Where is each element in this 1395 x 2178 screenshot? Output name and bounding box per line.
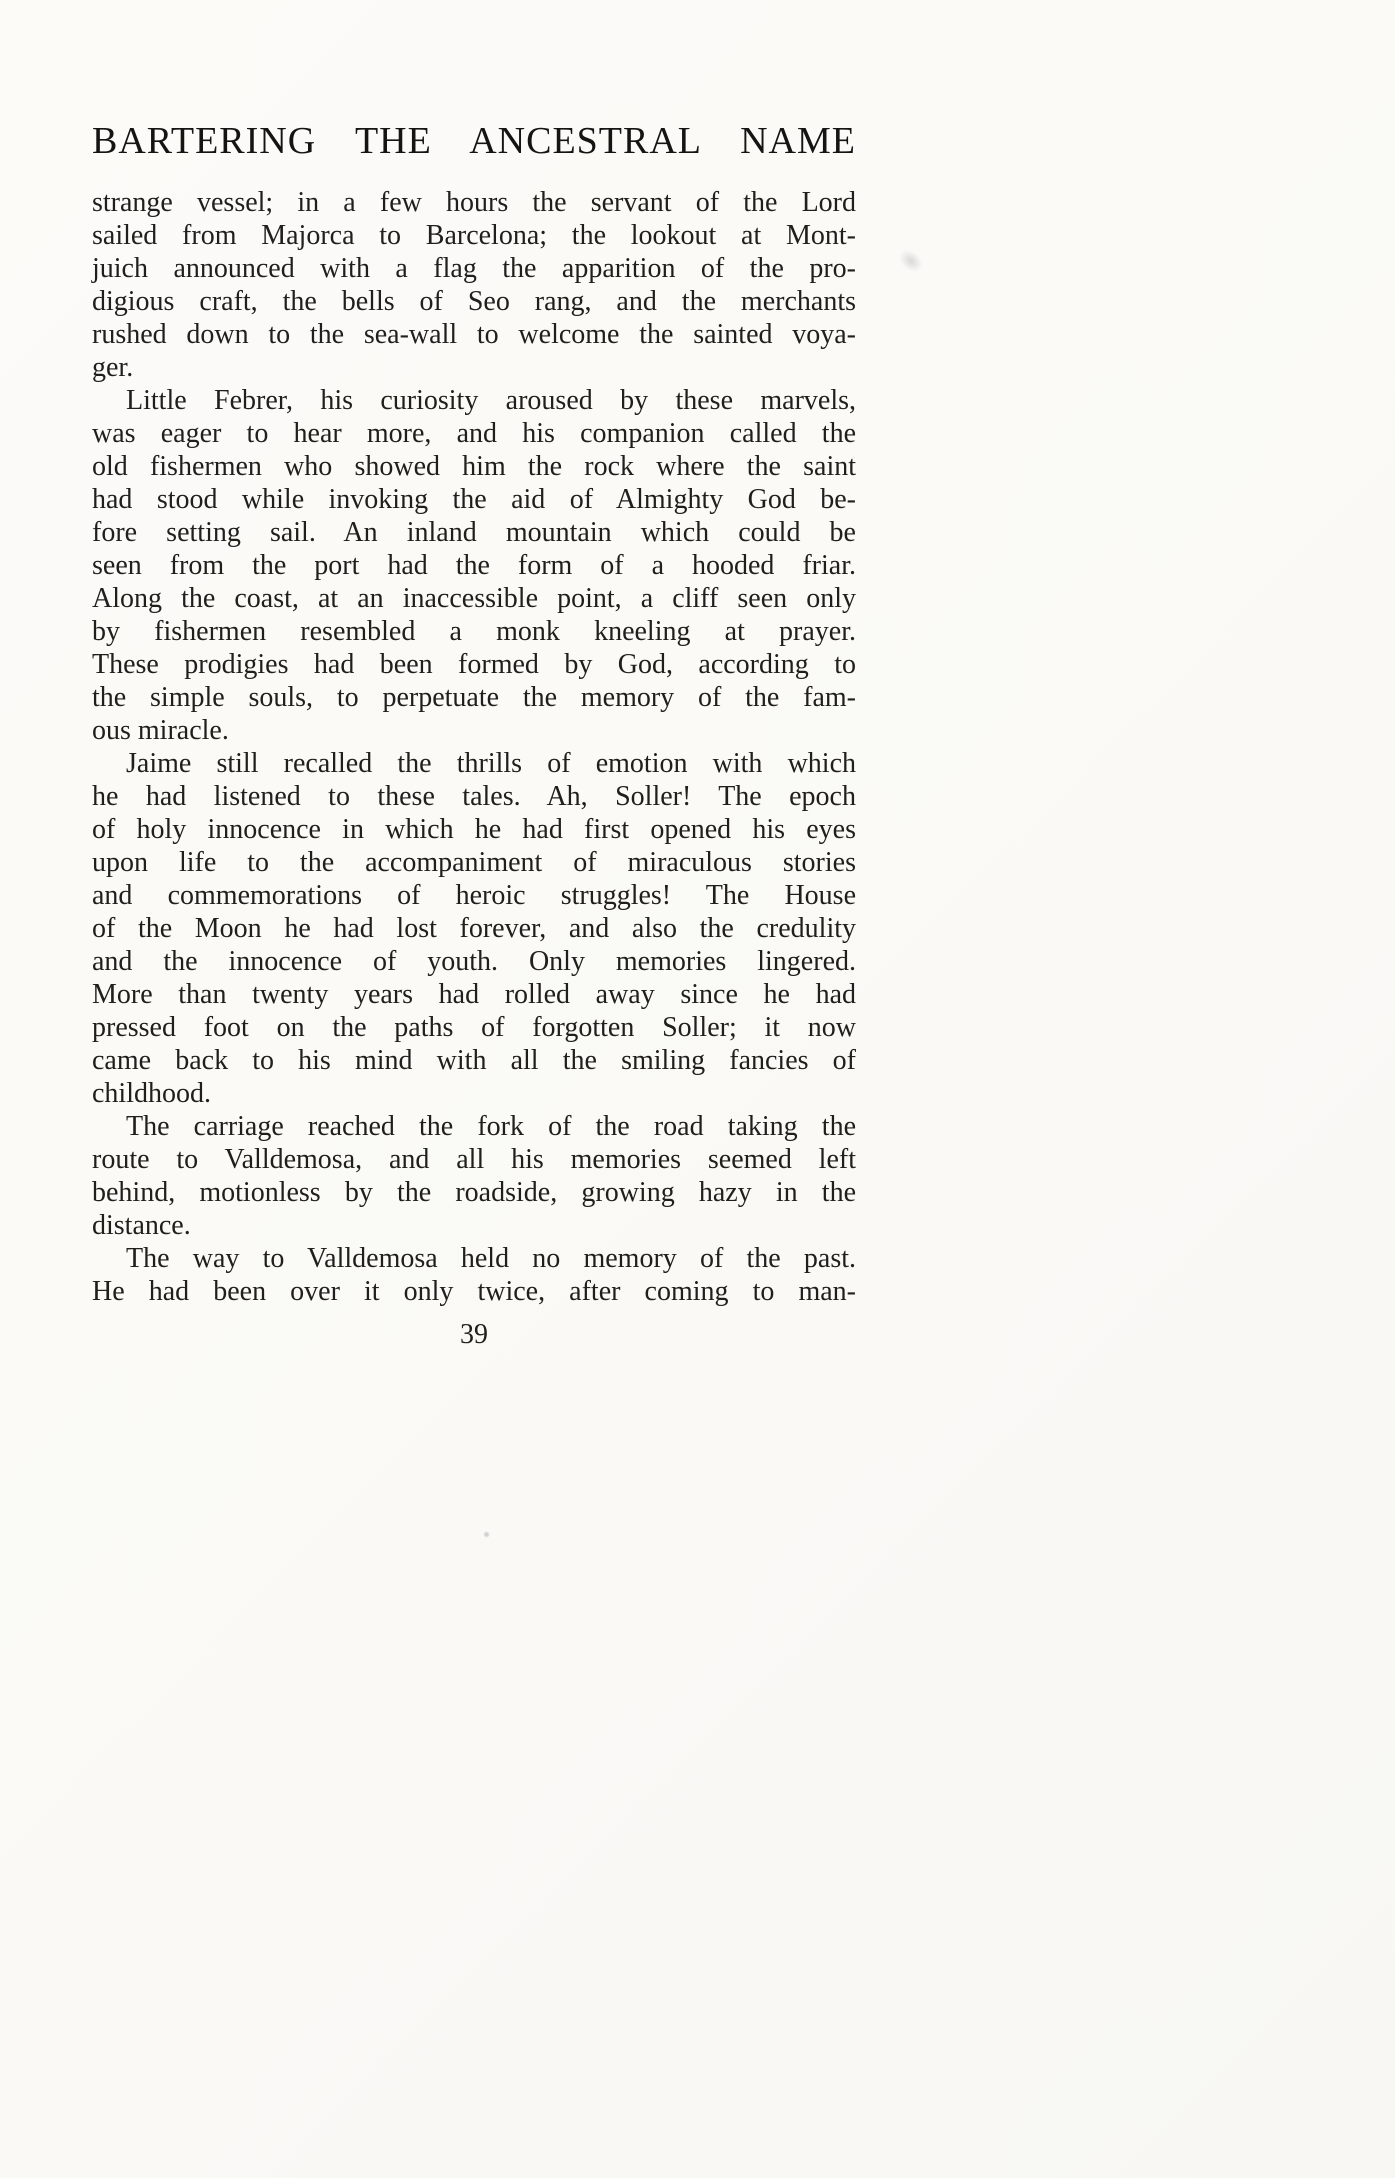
text-line: of holy innocence in which he had first opened his eyes [92, 814, 856, 845]
text-line: He had been over it only twice, after coming to man- [92, 1276, 856, 1307]
paragraph [92, 186, 856, 384]
text-line: distance. [92, 1210, 191, 1241]
running-head-title: BARTERING THE ANCESTRAL NAME [92, 120, 856, 162]
text-line: upon life to the accompaniment of miraculous stories [92, 847, 856, 878]
text-line: Along the coast, at an inaccessible point, a cliff seen only [92, 583, 856, 614]
page-body [92, 186, 856, 1308]
text-line: came back to his mind with all the smiling fancies of [92, 1045, 856, 1076]
text-line: behind, motionless by the roadside, growing hazy in the [92, 1177, 856, 1208]
text-line: route to Valldemosa, and all his memories seemed left [92, 1144, 856, 1175]
text-line: digious craft, the bells of Seo rang, and the merchants [92, 286, 856, 317]
text-line: and commemorations of heroic struggles! The House [92, 880, 856, 911]
text-line: juich announced with a flag the apparition of the pro- [92, 253, 856, 284]
text-line: sailed from Majorca to Barcelona; the lookout at Mont- [92, 220, 856, 251]
text-line: of the Moon he had lost forever, and also the credulity [92, 913, 856, 944]
text-line: rushed down to the sea-wall to welcome the sainted voya- [92, 319, 856, 350]
paragraph [92, 747, 856, 1110]
text-line: old fishermen who showed him the rock where the saint [92, 451, 856, 482]
text-line: fore setting sail. An inland mountain which could be [92, 517, 856, 548]
paragraph [92, 1110, 856, 1242]
text-line: by fishermen resembled a monk kneeling at prayer. [92, 616, 856, 647]
text-line: The way to Valldemosa held no memory of the past. [126, 1243, 856, 1274]
page-number: 39 [460, 1319, 488, 1350]
text-line: Jaime still recalled the thrills of emotion with which [126, 748, 856, 779]
text-line: seen from the port had the form of a hooded friar. [92, 550, 856, 581]
text-line: pressed foot on the paths of forgotten Soller; it now [92, 1012, 856, 1043]
text-column [92, 118, 856, 1351]
paragraph [92, 384, 856, 747]
text-line: ger. [92, 352, 134, 383]
scan-artifact [895, 246, 926, 277]
text-line: Little Febrer, his curiosity aroused by these marvels, [126, 385, 856, 416]
text-line: childhood. [92, 1078, 211, 1109]
text-line: More than twenty years had rolled away since he had [92, 979, 856, 1010]
text-line: These prodigies had been formed by God, according to [92, 649, 856, 680]
text-line: strange vessel; in a few hours the servant of the Lord [92, 187, 856, 218]
text-line: was eager to hear more, and his companion called the [92, 418, 856, 449]
text-line: The carriage reached the fork of the road taking the [126, 1111, 856, 1142]
text-line: had stood while invoking the aid of Almighty God be- [92, 484, 856, 515]
text-line: the simple souls, to perpetuate the memory of the fam- [92, 682, 856, 713]
text-line: and the innocence of youth. Only memories lingered. [92, 946, 856, 977]
text-line: he had listened to these tales. Ah, Soller! The epoch [92, 781, 856, 812]
paragraph [92, 1242, 856, 1308]
text-line: ous miracle. [92, 715, 229, 746]
scan-speck [484, 1532, 489, 1537]
